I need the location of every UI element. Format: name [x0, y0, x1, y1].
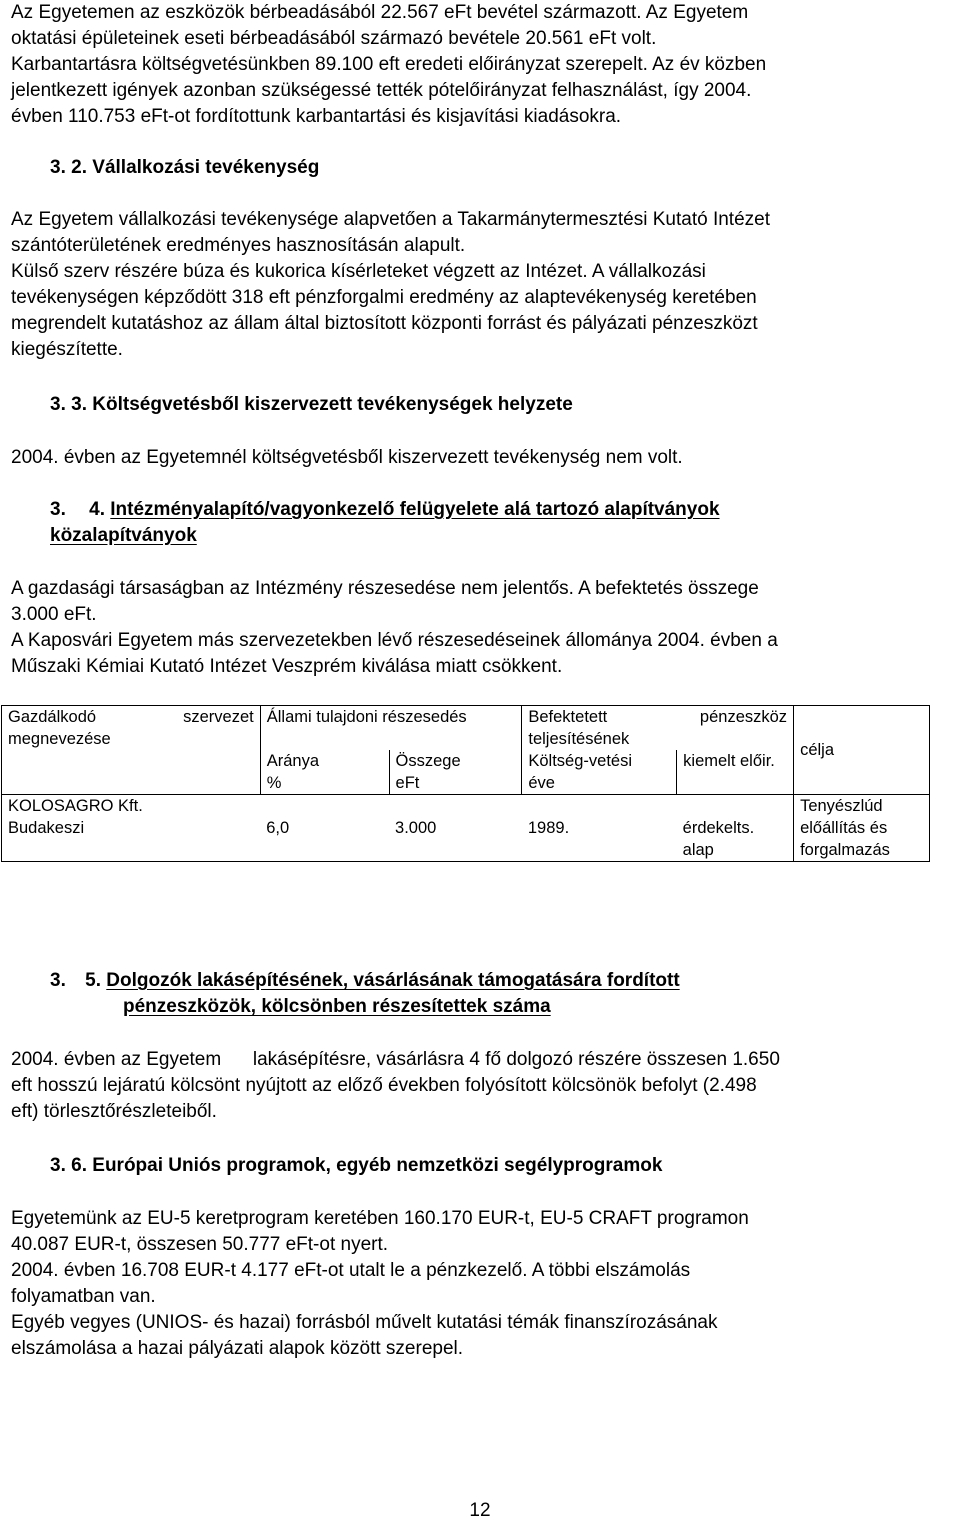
section-heading-3-4	[50, 497, 720, 549]
body-line: kiegészítette.	[11, 339, 123, 360]
page-number: 12	[469, 1500, 491, 1521]
header-priority: kiemelt előir.	[677, 750, 794, 795]
body-line: Külső szerv részére búza és kukorica kísérleteket végzett az Intézet. A vállalkozási	[11, 261, 706, 282]
intro-paragraph	[11, 0, 955, 130]
body-line: eft) törlesztőrészleteiből.	[11, 1101, 217, 1122]
section-title: Európai Uniós programok, egyéb nemzetközi segélyprogramok	[92, 1155, 663, 1176]
section-body-3-6	[11, 1206, 955, 1362]
body-line: 40.087 EUR-t, összesen 50.777 eFt-ot nyert.	[11, 1234, 389, 1255]
intro-line: Karbantartásra költségvetésünkben 89.100 eft eredeti előirányzat szerepelt. Az év közben	[11, 54, 767, 75]
header-investment: Befektetett pénzeszköz teljesítésének	[522, 706, 794, 751]
section-title: Dolgozók lakásépítésének, vásárlásának támogatására fordított	[106, 970, 680, 991]
section-body-3-5	[11, 1047, 955, 1125]
body-line: Az Egyetem vállalkozási tevékenysége alapvetően a Takarmánytermesztési Kutató Intézet	[11, 209, 770, 230]
cell-year: 1989.	[522, 795, 677, 862]
header-amount: Összege eFt	[389, 750, 522, 795]
section-number: 3. 2.	[50, 157, 87, 178]
section-heading-3-6	[50, 1153, 662, 1179]
header-goal: célja	[794, 706, 930, 795]
body-line: folyamatban van.	[11, 1286, 156, 1307]
section-body-3-3	[11, 445, 955, 471]
section-heading-3-3	[50, 392, 573, 418]
body-line: 2004. évben 16.708 EUR-t 4.177 eFt-ot utalt le a pénzkezelő. A többi elszámolás	[11, 1260, 691, 1281]
section-title-cont: pénzeszközök, kölcsönben részesítettek száma	[123, 996, 551, 1017]
cell-org: KOLOSAGRO Kft. Budakeszi	[2, 795, 261, 862]
section-number-sub: 5.	[85, 970, 101, 991]
body-line: elszámolása a hazai pályázati alapok között szerepel.	[11, 1338, 464, 1359]
body-line: A gazdasági társaságban az Intézmény részesedése nem jelentős. A befektetés összege	[11, 578, 759, 599]
header-share: Aránya %	[260, 750, 389, 795]
body-line: tevékenységen képződött 318 eft pénzforgalmi eredmény az alaptevékenység keretében	[11, 287, 757, 308]
header-org: Gazdálkodó szervezet megnevezése	[2, 706, 261, 795]
section-heading-3-2	[50, 155, 319, 181]
intro-line: évben 110.753 eFt-ot fordítottunk karbantartási és kisjavítási kiadásokra.	[11, 106, 622, 127]
section-title: Vállalkozási tevékenység	[92, 157, 320, 178]
body-line: Műszaki Kémiai Kutató Intézet Veszprém kiválása miatt csökkent.	[11, 656, 563, 677]
body-line: szántóterületének eredményes hasznosításán alapult.	[11, 235, 466, 256]
cell-goal: Tenyészlúd előállítás és forgalmazás	[794, 795, 930, 862]
cell-priority: érdekelts. alap	[677, 795, 794, 862]
body-line: eft hosszú lejáratú kölcsönt nyújtott az előző években folyósított kölcsönök befolyt (2.498	[11, 1075, 757, 1096]
cell-amount: 3.000	[389, 795, 522, 862]
intro-line: jelentkezett igények azonban szükségessé tették pótelőirányzat felhasználást, így 2004.	[11, 80, 752, 101]
header-year: Költség-vetési éve	[522, 750, 677, 795]
section-number: 3. 3.	[50, 394, 87, 415]
intro-line: oktatási épületeinek eseti bérbeadásából származó bevétele 20.561 eFt volt.	[11, 28, 657, 49]
section-heading-3-5	[50, 968, 680, 1020]
body-line: A Kaposvári Egyetem más szervezetekben lévő részesedéseinek állománya 2004. évben a	[11, 630, 778, 651]
body-line: 2004. évben az Egyetemnél költségvetésből kiszervezett tevékenység nem volt.	[11, 447, 683, 468]
section-title: Intézményalapító/vagyonkezelő felügyelete alá tartozó alapítványok	[110, 499, 720, 520]
section-body-3-4	[11, 576, 955, 680]
section-number-sub: 4.	[89, 499, 105, 520]
section-title: Költségvetésből kiszervezett tevékenységek helyzete	[92, 394, 573, 415]
body-line: 3.000 eFt.	[11, 604, 97, 625]
section-number: 3.	[50, 499, 66, 520]
header-state-share: Állami tulajdoni részesedés	[260, 706, 522, 751]
cell-share: 6,0	[260, 795, 389, 862]
table-row	[2, 795, 930, 862]
section-body-3-2	[11, 207, 955, 363]
body-line: megrendelt kutatáshoz az állam által biztosított központi forrást és pályázati pénzeszközt	[11, 313, 758, 334]
investment-table	[1, 705, 930, 862]
section-title-cont: közalapítványok	[50, 525, 197, 546]
body-line: Egyetemünk az EU-5 keretprogram keretében 160.170 EUR-t, EU-5 CRAFT programon	[11, 1208, 749, 1229]
intro-line: Az Egyetemen az eszközök bérbeadásából 22.567 eFt bevétel származott. Az Egyetem	[11, 2, 749, 23]
body-line: Egyéb vegyes (UNIOS- és hazai) forrásból művelt kutatási témák finanszírozásának	[11, 1312, 718, 1333]
section-number: 3.	[50, 970, 66, 991]
body-line: 2004. évben az Egyetem lakásépítésre, vásárlásra 4 fő dolgozó részére összesen 1.650	[11, 1049, 780, 1070]
section-number: 3. 6.	[50, 1155, 87, 1176]
